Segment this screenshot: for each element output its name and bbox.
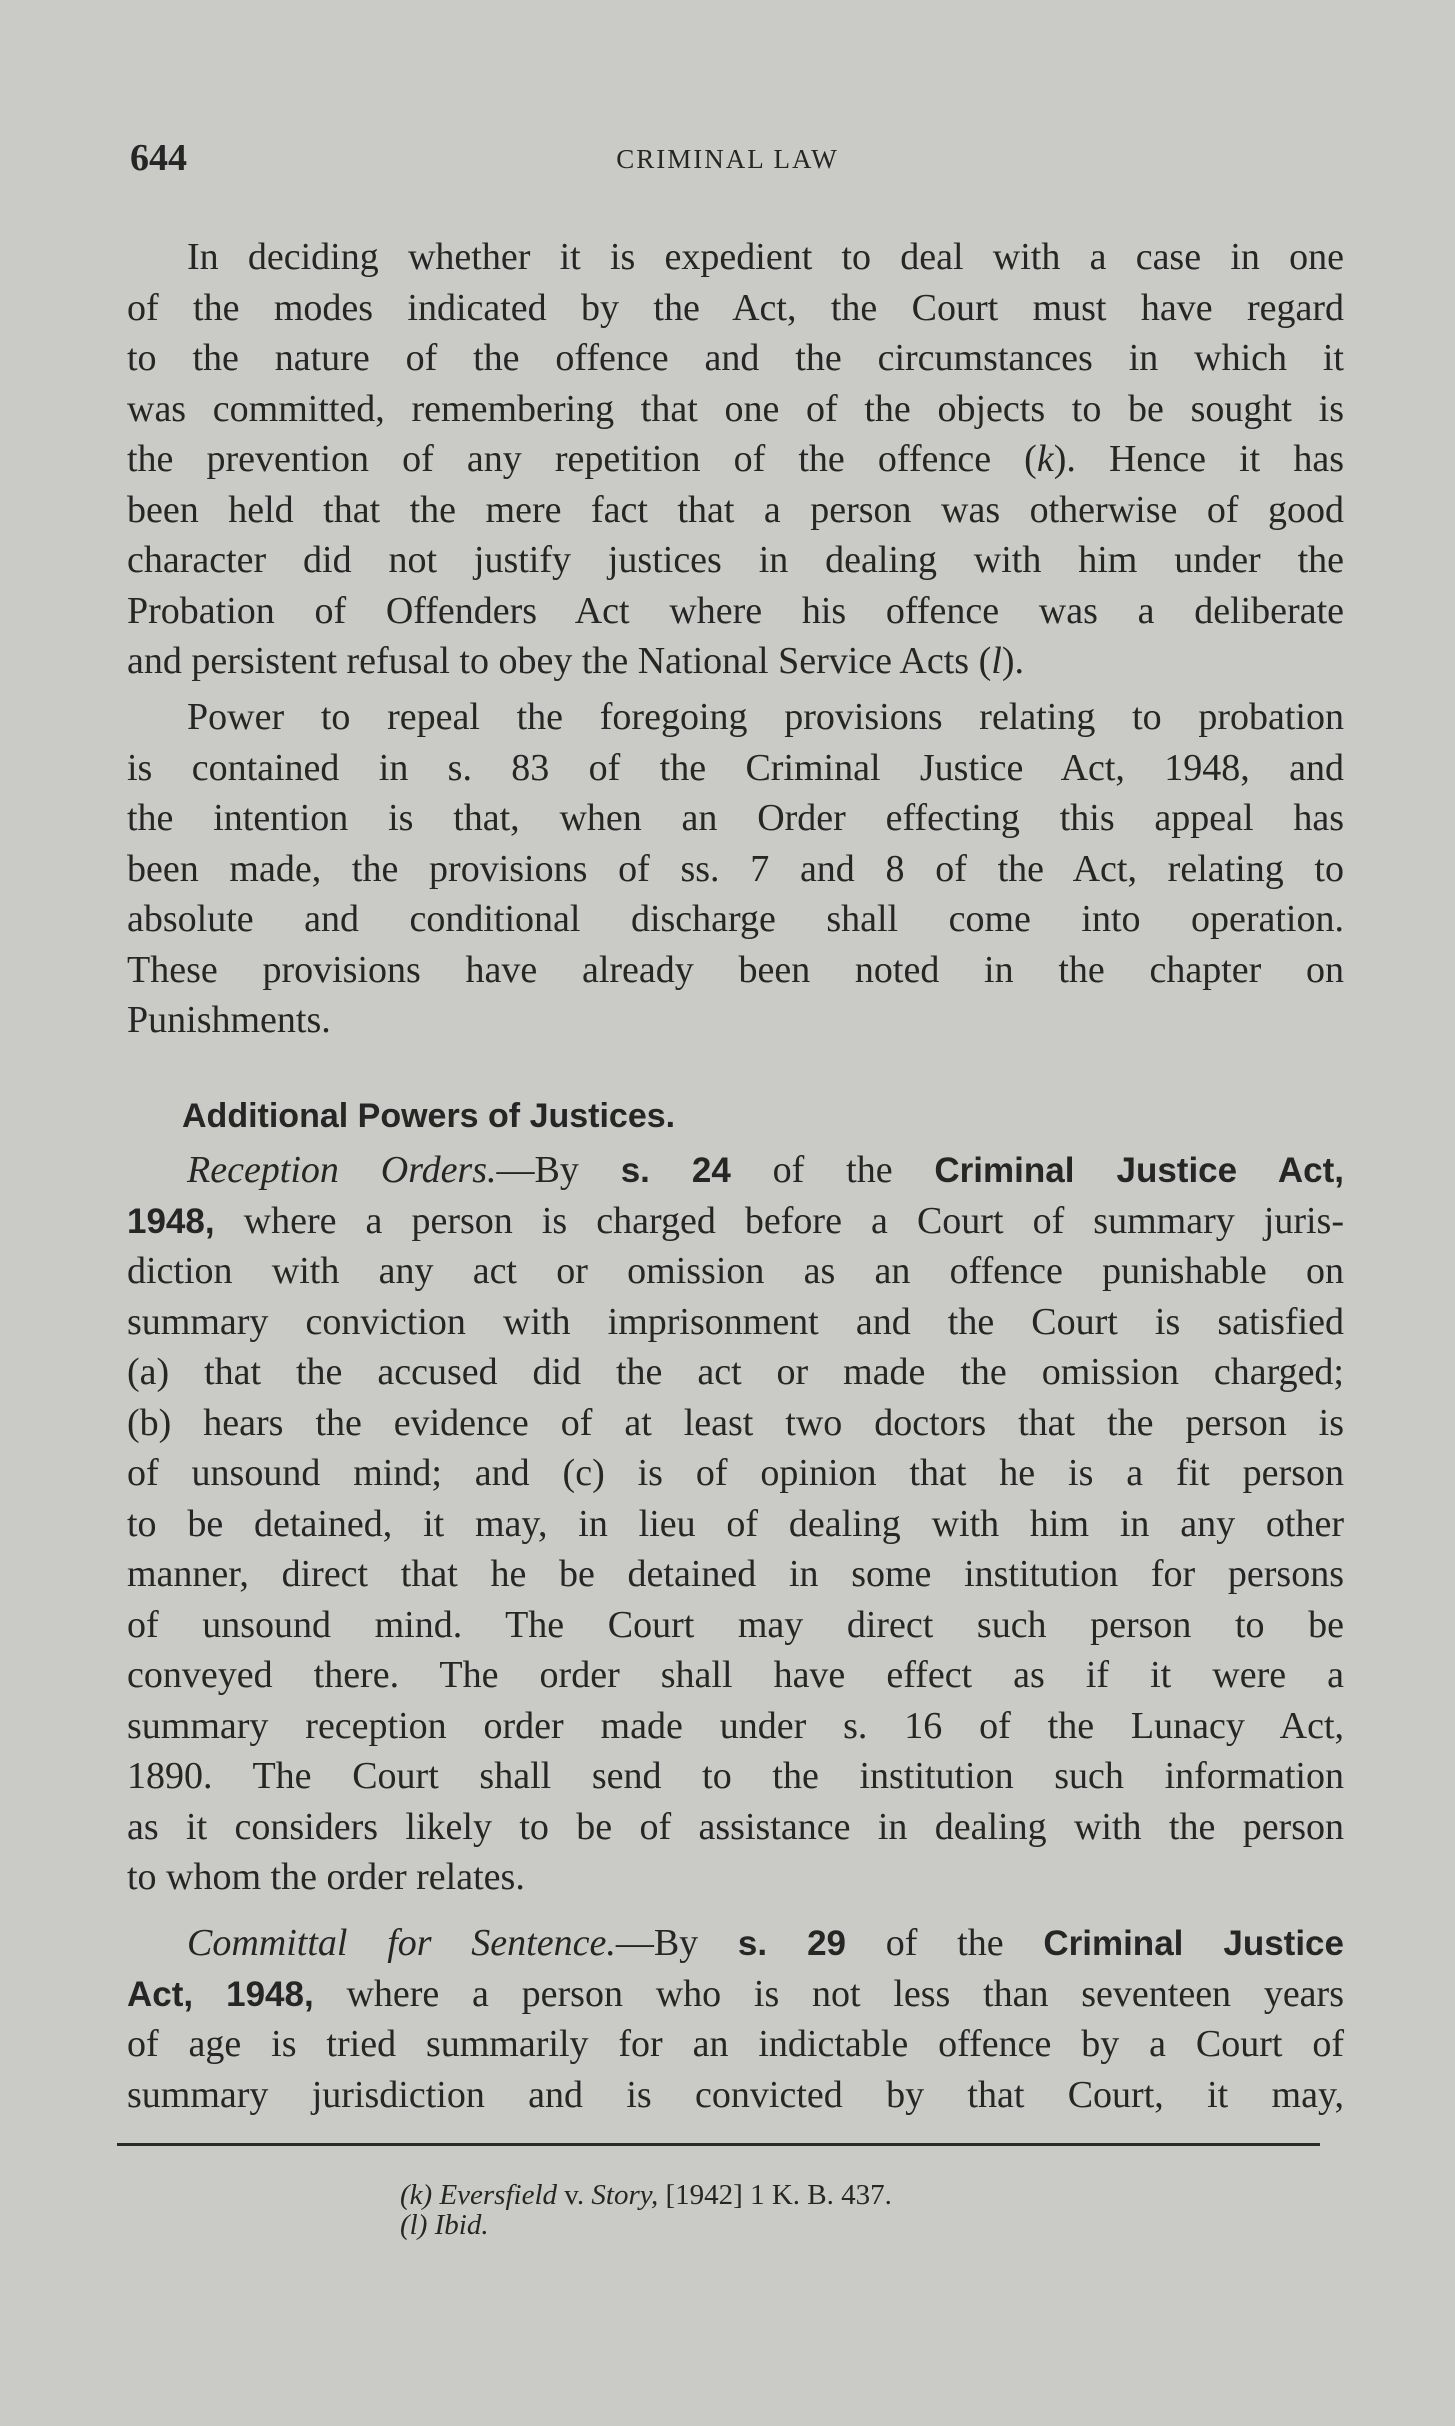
paragraph-reception-orders (127, 1145, 1344, 1903)
text-run: of the (730, 1149, 935, 1191)
text-run: been held that the mere fact that a person was otherwise of good (127, 488, 1344, 531)
text-line (127, 535, 1344, 586)
text-line (127, 1549, 1344, 1600)
text-run: of unsound mind; and (c) is of opinion that he is a fit person (127, 1452, 1344, 1494)
paragraph-committal-for-sentence (127, 1918, 1344, 2120)
italic-text: Committal for Sentence. (187, 1922, 616, 1964)
bold-text: Criminal Justice Act, (934, 1151, 1344, 1190)
text-run: where a person who is not less than seventeen years (313, 1972, 1344, 2015)
text-run: was committed, remembering that one of the objects to be sought is (127, 387, 1344, 430)
text-run: and persistent refusal to obey the National Service Acts ( (127, 640, 992, 682)
text-run: summary jurisdiction and is convicted by that Court, it may, (127, 2073, 1344, 2116)
text-run: as it considers likely to be of assistance in dealing with the person (127, 1805, 1344, 1848)
text-line (127, 692, 1344, 743)
text-run: summary reception order made under s. 16 of the Lunacy Act, (127, 1704, 1344, 1747)
text-line (127, 1751, 1344, 1802)
section-heading: Additional Powers of Justices. (182, 1097, 676, 1135)
text-run: manner, direct that he be detained in some institution for persons (127, 1553, 1344, 1595)
citation: [1942] 1 K. B. 437. (658, 2179, 892, 2211)
versus: v. (557, 2179, 592, 2211)
text-line (127, 793, 1344, 844)
text-line (127, 434, 1344, 485)
text-run: of the modes indicated by the Act, the Court must have regard (127, 286, 1344, 329)
text-run: of age is tried summarily for an indictable offence by a Court of (127, 2023, 1344, 2065)
text-run: conveyed there. The order shall have effect as if it were a (127, 1654, 1344, 1696)
text-line (127, 945, 1344, 996)
footnote-k (400, 2180, 892, 2210)
text-line (127, 232, 1344, 283)
text-run: the prevention of any repetition of the offence ( (127, 438, 1037, 480)
text-line (127, 586, 1344, 637)
text-run: to whom the order relates. (127, 1856, 525, 1898)
text-run: —By (615, 1922, 738, 1964)
text-run: of unsound mind. The Court may direct such person to be (127, 1603, 1344, 1646)
text-line (127, 1650, 1344, 1701)
text-run: absolute and conditional discharge shall come into operation. (127, 898, 1344, 940)
text-run: where a person is charged before a Court of summary juris- (214, 1199, 1344, 1242)
italic-text: l (991, 640, 1002, 682)
text-line (127, 283, 1344, 334)
bold-text: 1948, (127, 1201, 215, 1241)
italic-text: Reception Orders. (187, 1149, 497, 1191)
bold-text: s. 24 (620, 1151, 731, 1190)
text-line (127, 1246, 1344, 1297)
text-line (127, 995, 1344, 1046)
paragraph-probation-regard (127, 232, 1344, 687)
text-run: the intention is that, when an Order effecting this appeal has (127, 797, 1344, 839)
bold-text: s. 29 (737, 1924, 847, 1963)
case-name: Story, (591, 2179, 659, 2211)
text-line (127, 1499, 1344, 1550)
text-run: ). (1001, 640, 1024, 682)
text-run: diction with any act or omission as an offence punishable on (127, 1250, 1344, 1292)
bold-text: Criminal Justice (1043, 1924, 1344, 1963)
text-line (127, 2070, 1344, 2121)
text-line (127, 1398, 1344, 1449)
text-line (127, 1600, 1344, 1651)
text-line (127, 1969, 1344, 2020)
text-run: In deciding whether it is expedient to deal with a case in one (187, 236, 1344, 278)
text-run: These provisions have already been noted in the chapter on (127, 948, 1344, 991)
italic-text: k (1036, 438, 1054, 480)
text-line (127, 894, 1344, 945)
text-line (127, 333, 1344, 384)
text-run: been made, the provisions of ss. 7 and 8 of the Act, relating to (127, 847, 1344, 890)
footnote-mark: (k) (400, 2179, 433, 2211)
footnote-l (400, 2210, 892, 2240)
text-run: Probation of Offenders Act where his offence was a deliberate (127, 589, 1344, 632)
text-line (127, 743, 1344, 794)
footnote-rule (117, 2143, 1320, 2146)
text-run: summary conviction with imprisonment and the Court is satisfied (127, 1300, 1344, 1343)
text-line (127, 2019, 1344, 2070)
text-line (127, 636, 1344, 687)
page-number: 644 (130, 137, 187, 179)
text-run: Punishments. (127, 999, 331, 1041)
paragraph-power-to-repeal (127, 692, 1344, 1046)
footnote-mark: (l) (400, 2209, 428, 2241)
text-run: character did not justify justices in dealing with him under the (127, 539, 1344, 581)
ibid: Ibid. (434, 2209, 489, 2241)
text-run: to be detained, it may, in lieu of dealing with him in any other (127, 1502, 1344, 1545)
text-line (127, 1145, 1344, 1196)
text-run: is contained in s. 83 of the Criminal Justice Act, 1948, and (127, 746, 1344, 789)
text-run: —By (496, 1149, 621, 1191)
bold-text: Act, 1948, (127, 1974, 314, 2014)
text-run: Power to repeal the foregoing provisions relating to probation (187, 696, 1344, 738)
text-line (127, 844, 1344, 895)
text-run: to the nature of the offence and the circumstances in which it (127, 337, 1344, 379)
text-line (127, 1297, 1344, 1348)
text-line (127, 1852, 1344, 1903)
text-line (127, 1802, 1344, 1853)
text-run: (a) that the accused did the act or made the omission charged; (127, 1351, 1344, 1393)
case-name: Eversfield (439, 2179, 558, 2211)
text-line (127, 485, 1344, 536)
text-line (127, 1347, 1344, 1398)
text-line (127, 1196, 1344, 1247)
text-run: 1890. The Court shall send to the institution such information (127, 1755, 1344, 1797)
text-line (127, 384, 1344, 435)
text-line (127, 1701, 1344, 1752)
text-run: of the (846, 1922, 1044, 1964)
footnotes (400, 2180, 892, 2240)
text-run: (b) hears the evidence of at least two doctors that the person is (127, 1401, 1344, 1444)
text-line (127, 1448, 1344, 1499)
text-run: ). Hence it has (1053, 438, 1344, 480)
running-head: CRIMINAL LAW (616, 144, 839, 174)
text-line (127, 1918, 1344, 1969)
